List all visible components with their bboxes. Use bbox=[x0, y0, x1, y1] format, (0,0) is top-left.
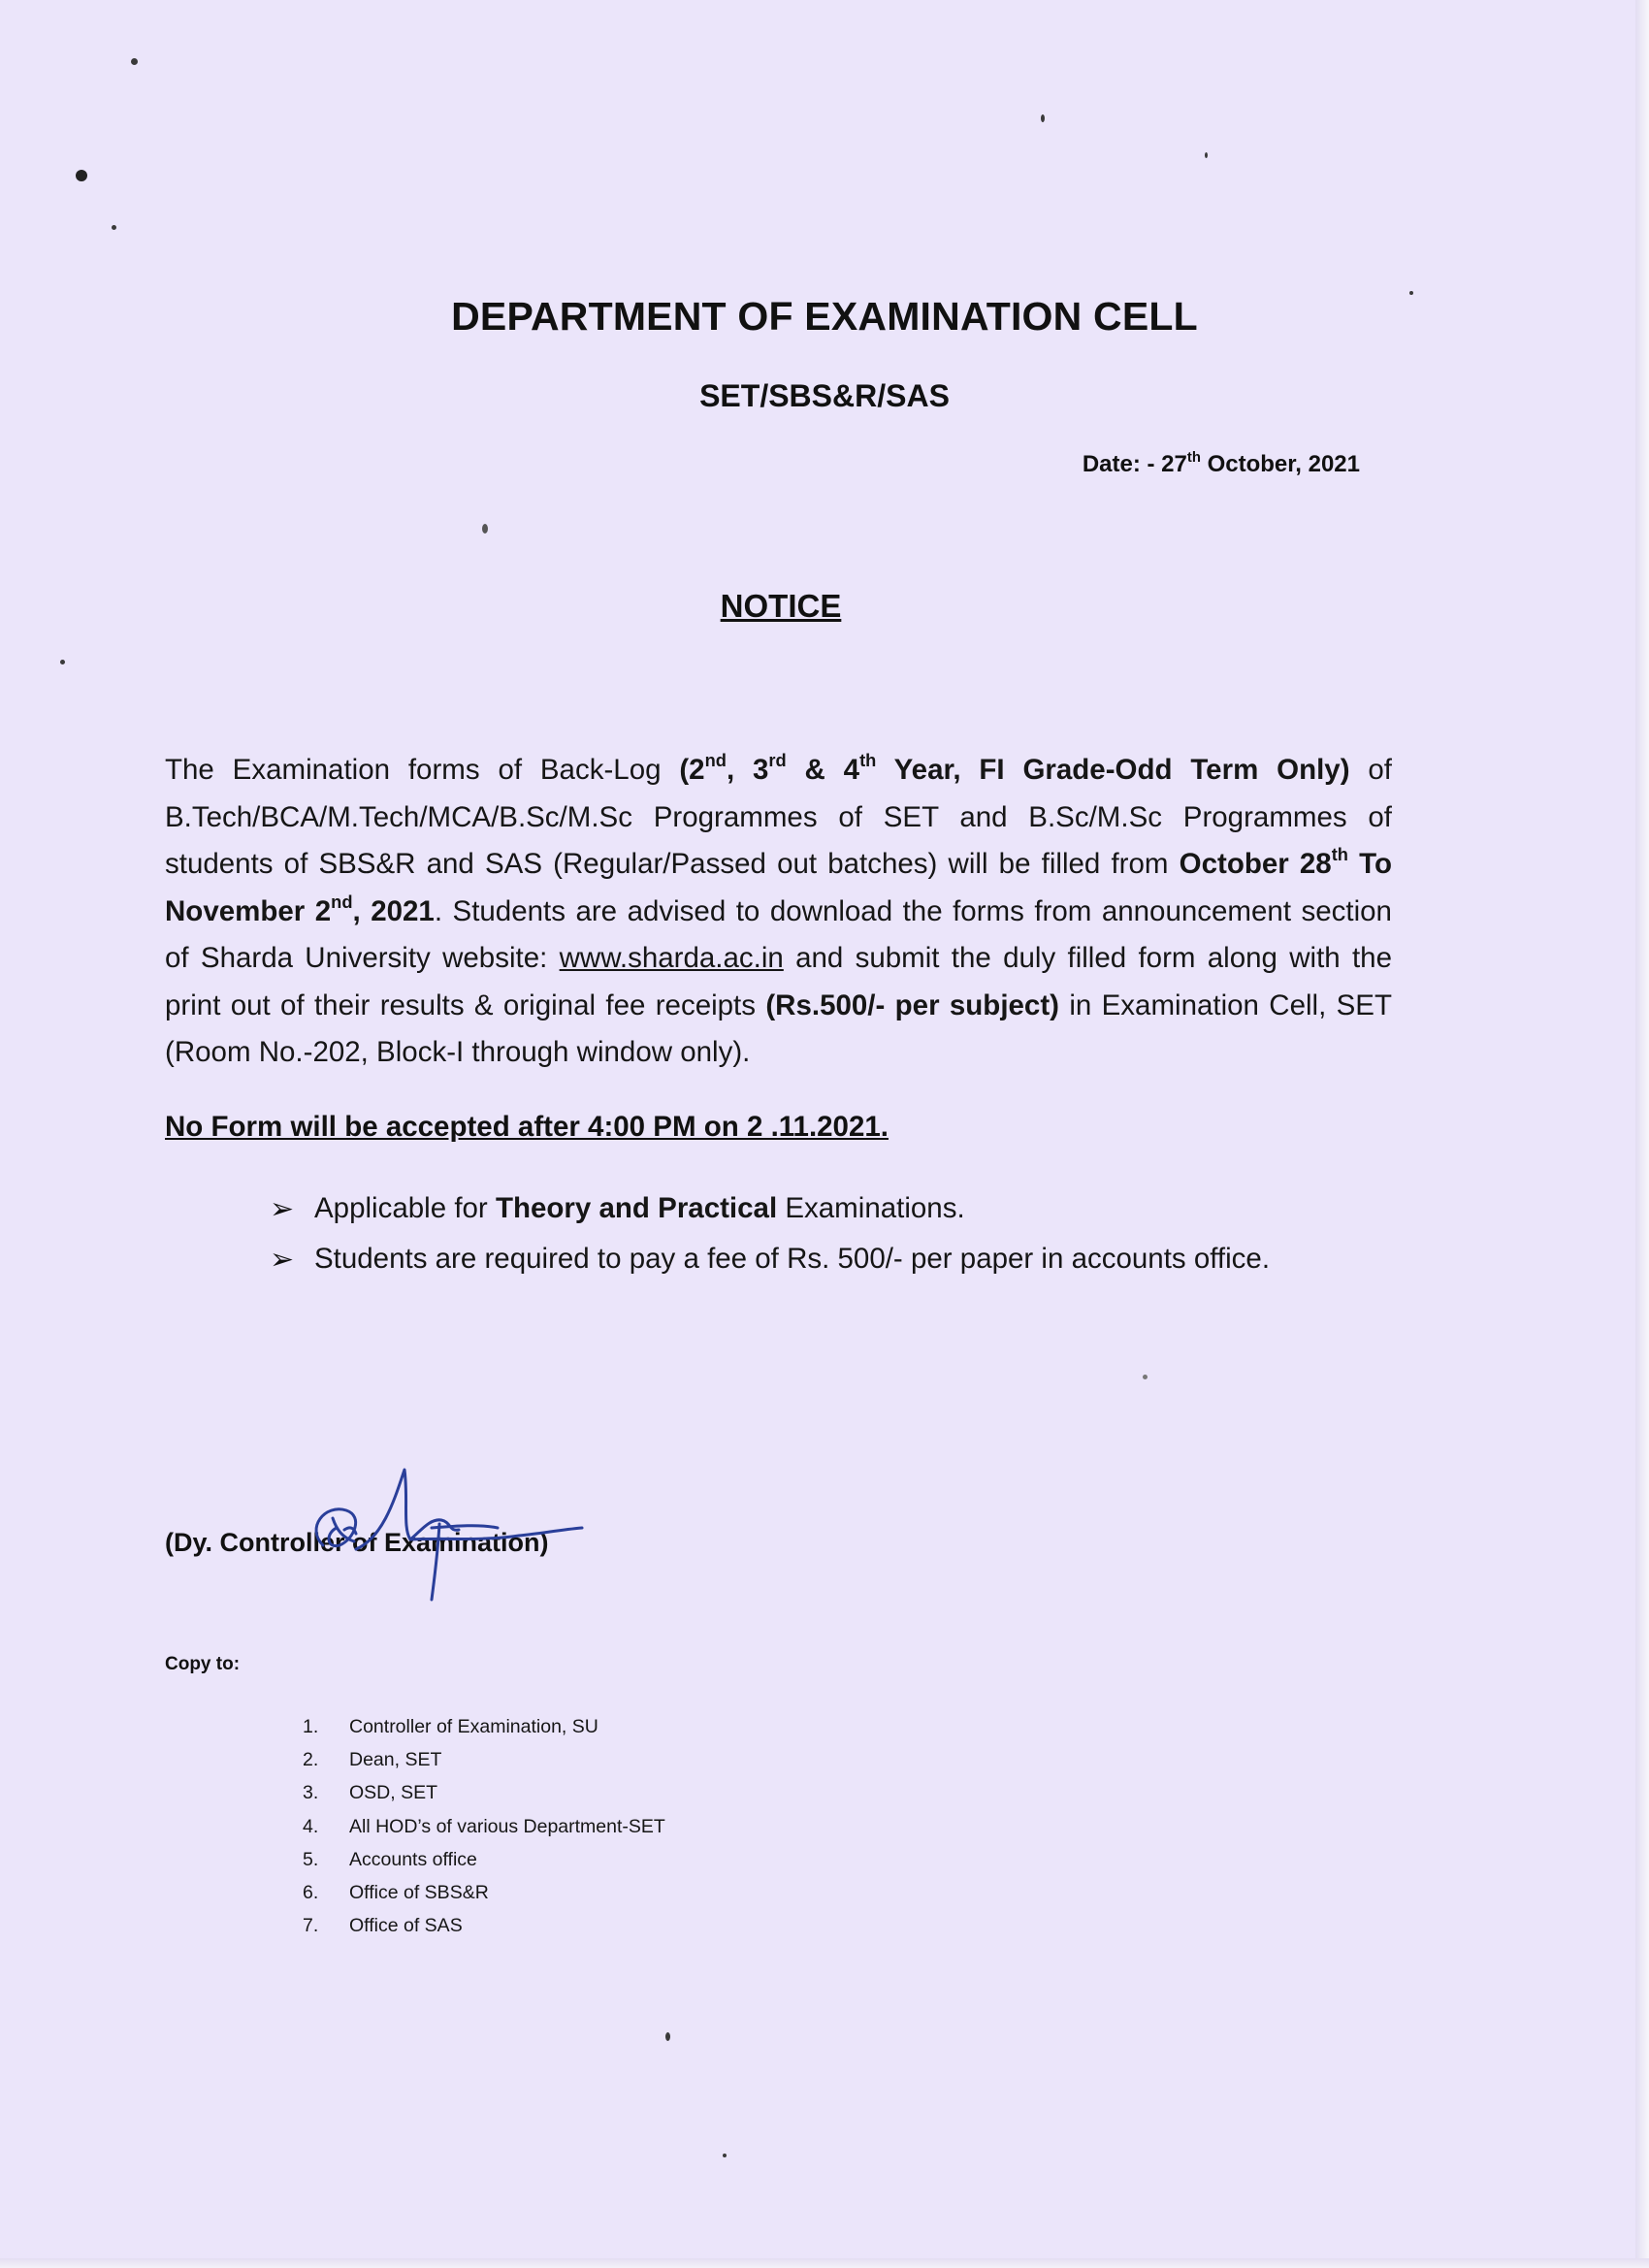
list-item: 7. Office of SAS bbox=[303, 1915, 463, 1937]
list-item: 6. Office of SBS&R bbox=[303, 1882, 489, 1904]
scan-speck bbox=[60, 660, 65, 664]
list-item: 4. All HOD’s of various Department-SET bbox=[303, 1815, 665, 1837]
scan-speck bbox=[482, 524, 488, 534]
page-edge-bottom bbox=[0, 2258, 1649, 2268]
scan-speck bbox=[76, 170, 87, 181]
instruction-text: Students are required to pay a fee of Rs. 500/- per paper in accounts office. bbox=[314, 1243, 1271, 1275]
list-item bbox=[270, 1234, 1270, 1284]
arrow-bullet-icon: ➢ bbox=[270, 1243, 295, 1276]
handwritten-signature bbox=[286, 1460, 597, 1605]
arrow-bullet-icon: ➢ bbox=[270, 1192, 295, 1225]
scan-speck bbox=[1143, 1375, 1148, 1379]
instruction-text: Applicable for Theory and Practical Examinations. bbox=[314, 1192, 965, 1224]
scan-speck bbox=[1205, 152, 1208, 158]
list-item: 3. OSD, SET bbox=[303, 1782, 438, 1804]
signatory-title: (Dy. Controller of Examination) bbox=[165, 1528, 549, 1557]
instruction-list bbox=[270, 1183, 1270, 1284]
deadline-warning: No Form will be accepted after 4:00 PM on 2 .11.2021. bbox=[165, 1111, 889, 1143]
scan-speck bbox=[112, 225, 116, 230]
notice-title: NOTICE bbox=[720, 588, 842, 624]
department-heading: DEPARTMENT OF EXAMINATION CELL bbox=[451, 294, 1198, 339]
scan-speck bbox=[131, 58, 138, 65]
scan-speck bbox=[723, 2154, 727, 2157]
list-item: 1. Controller of Examination, SU bbox=[303, 1715, 598, 1737]
copy-to-label: Copy to: bbox=[165, 1654, 241, 1674]
page-edge-right bbox=[1635, 0, 1649, 2268]
notice-body: The Examination forms of Back-Log (2nd, 3rd & 4th Year, FI Grade-Odd Term Only) of B.Tech/BCA/M.Tech/MCA/B.Sc/M.Sc Programmes of SET and B.Sc/M.Sc Programmes of students of SBS&R and SAS (Regular/Passed out batches) will be filled from October 28th To November 2nd, 2021. Students are advised to download the forms from announcement section of Sharda University website: www.sharda.ac.in and submit the duly filled form along with the print out of their results & original fee receipts (Rs.500/- per subject) in Examination Cell, SET (Room No.-202, Block-I through window only). bbox=[165, 750, 1392, 1068]
list-item: 2. Dean, SET bbox=[303, 1748, 442, 1770]
scan-speck bbox=[1041, 114, 1045, 122]
scan-speck bbox=[665, 2032, 670, 2041]
notice-date: Date: - 27th October, 2021 bbox=[1082, 449, 1360, 477]
list-item: 5. Accounts office bbox=[303, 1848, 477, 1870]
list-item bbox=[270, 1183, 1270, 1234]
copy-to-list bbox=[303, 1710, 665, 1943]
website-link[interactable]: www.sharda.ac.in bbox=[559, 942, 784, 974]
school-codes: SET/SBS&R/SAS bbox=[699, 378, 950, 413]
